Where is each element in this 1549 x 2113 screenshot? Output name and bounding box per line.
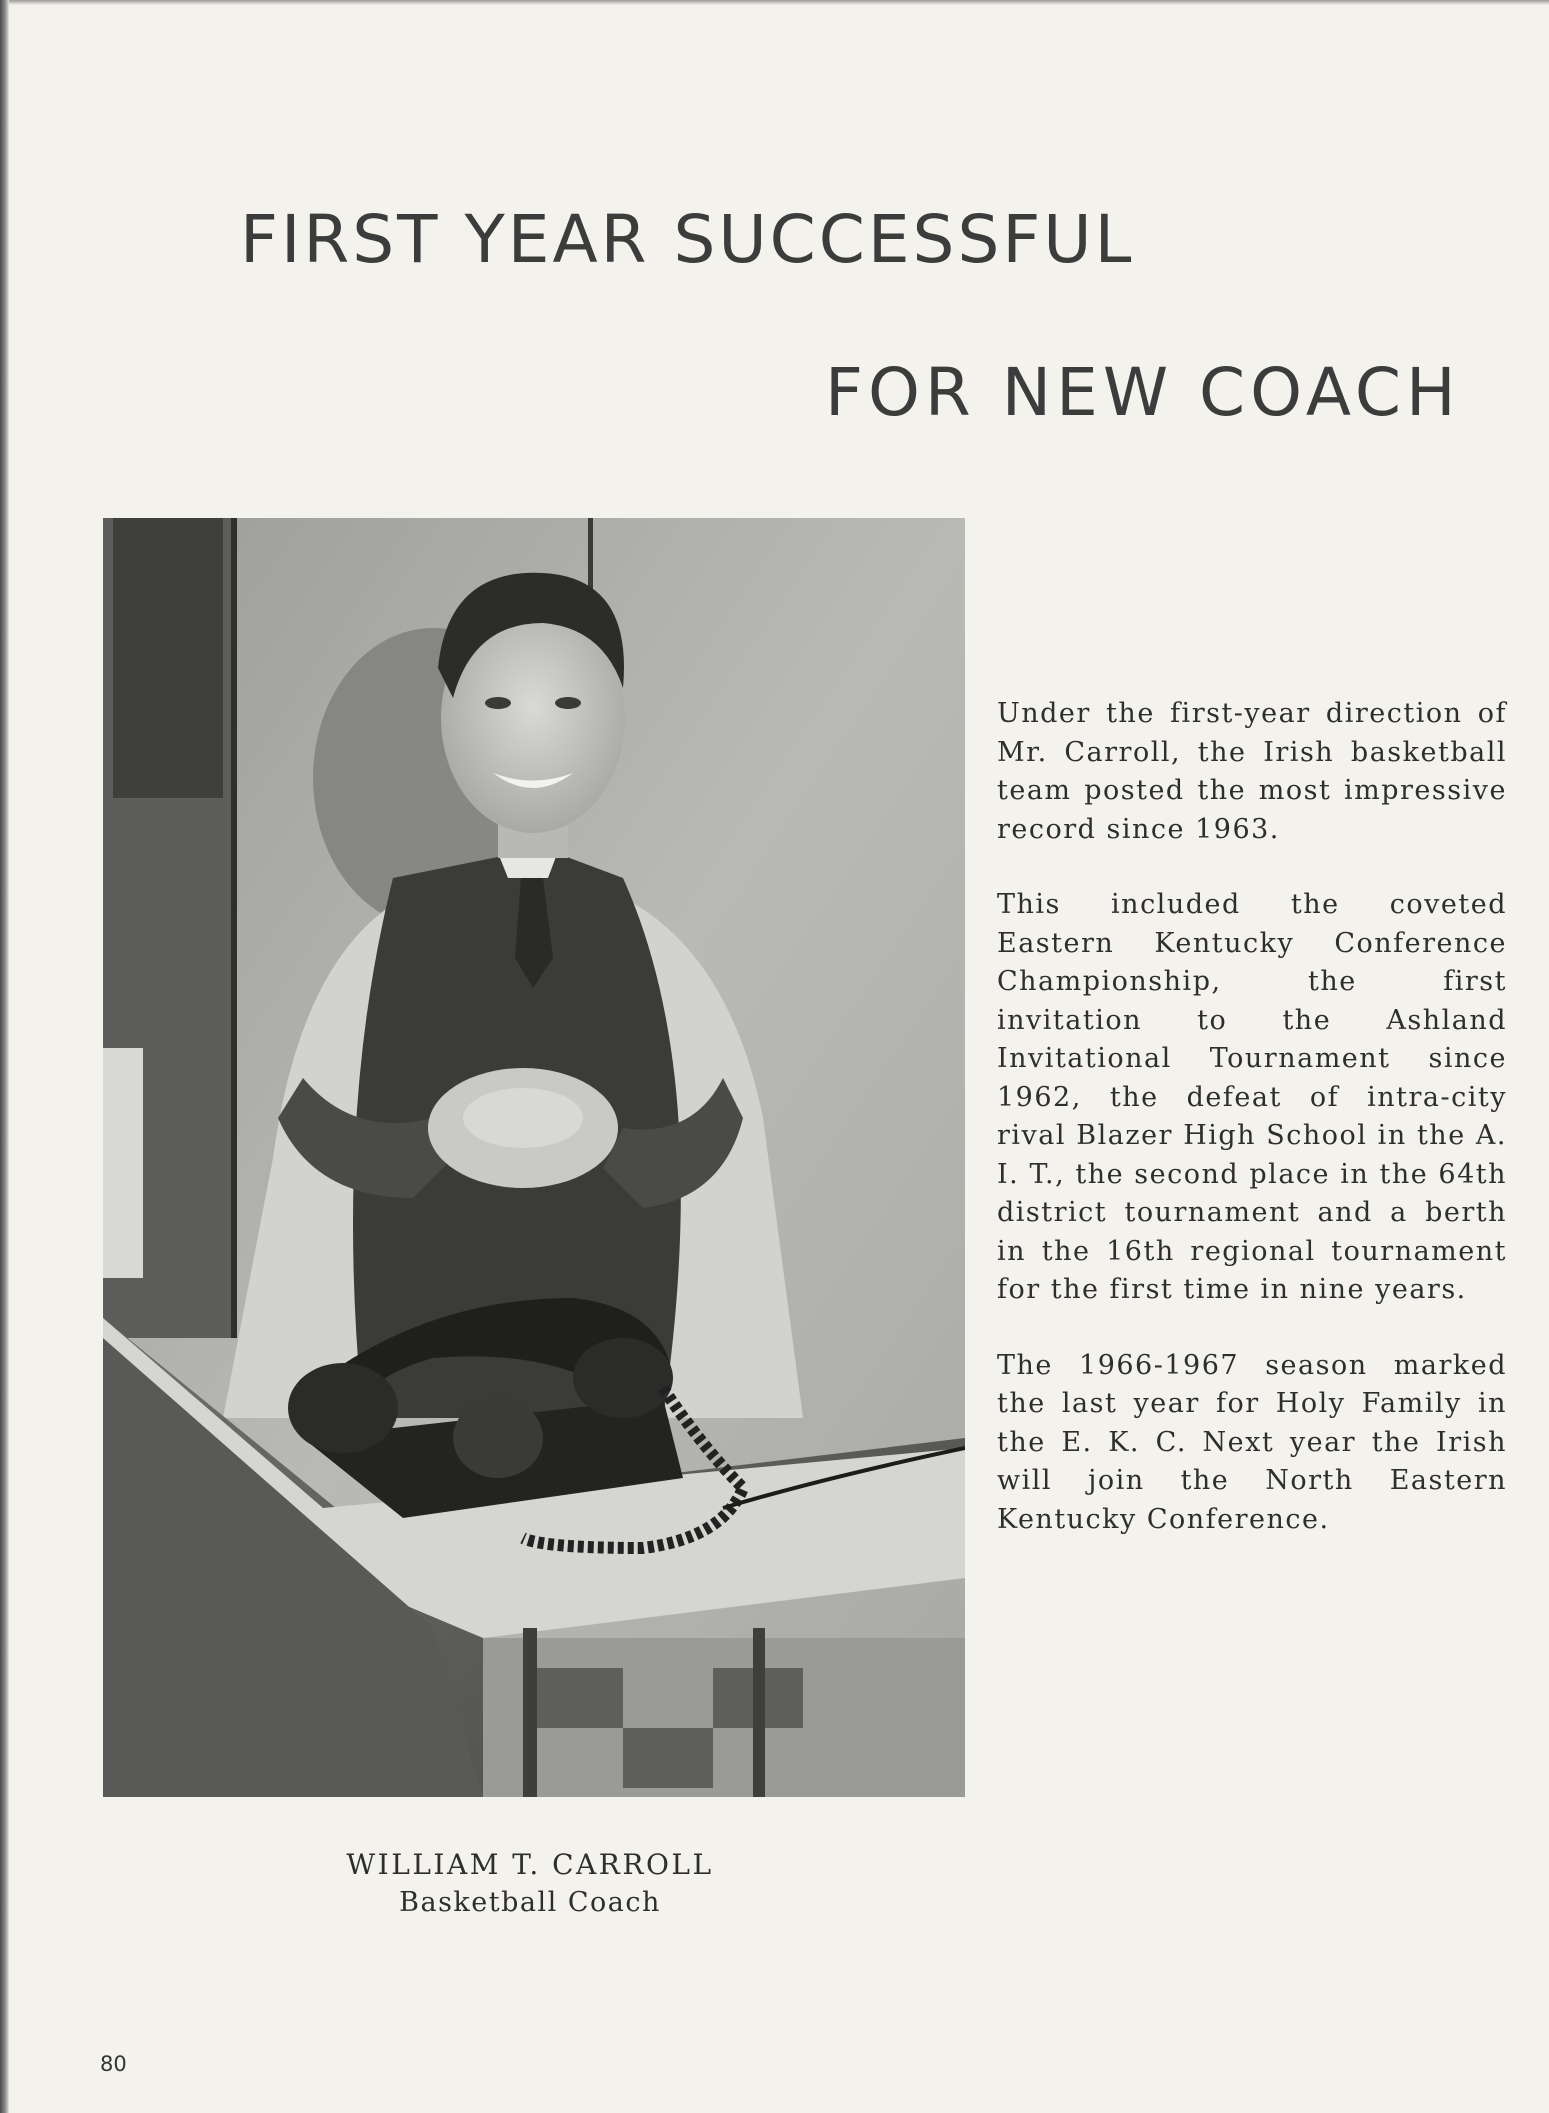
scan-binding-edge — [0, 0, 9, 2113]
article-paragraph-2: This included the coveted Eastern Kentucky Conference Championship, the first invitation to the Ashland Invitational Tournament since 1962, the defeat of intra-city rival Blazer High School in the A. I. T., the second place in the 64th district tournament and a berth in the 16th regional tournament for the first time in nine years. — [997, 889, 1507, 1305]
coach-photo — [103, 518, 965, 1797]
photo-caption — [250, 1846, 810, 1922]
scan-top-edge — [0, 0, 1549, 5]
headline-line-1: FIRST YEAR SUCCESSFUL — [240, 201, 1135, 278]
headline-line-2: FOR NEW COACH — [825, 354, 1461, 431]
page-number: 80 — [100, 2052, 127, 2076]
caption-name: WILLIAM T. CARROLL — [346, 1848, 714, 1881]
article-paragraph-3: The 1966-1967 season marked the last year for Holy Family in the E. K. C. Next year the Irish will join the North Eastern Kentucky Conference. — [997, 1349, 1507, 1535]
article-paragraph-1: Under the first-year direction of Mr. Carroll, the Irish basketball team posted the most impressive record since 1963. — [997, 698, 1507, 845]
article-body — [997, 695, 1507, 1576]
caption-role: Basketball Coach — [399, 1887, 661, 1918]
